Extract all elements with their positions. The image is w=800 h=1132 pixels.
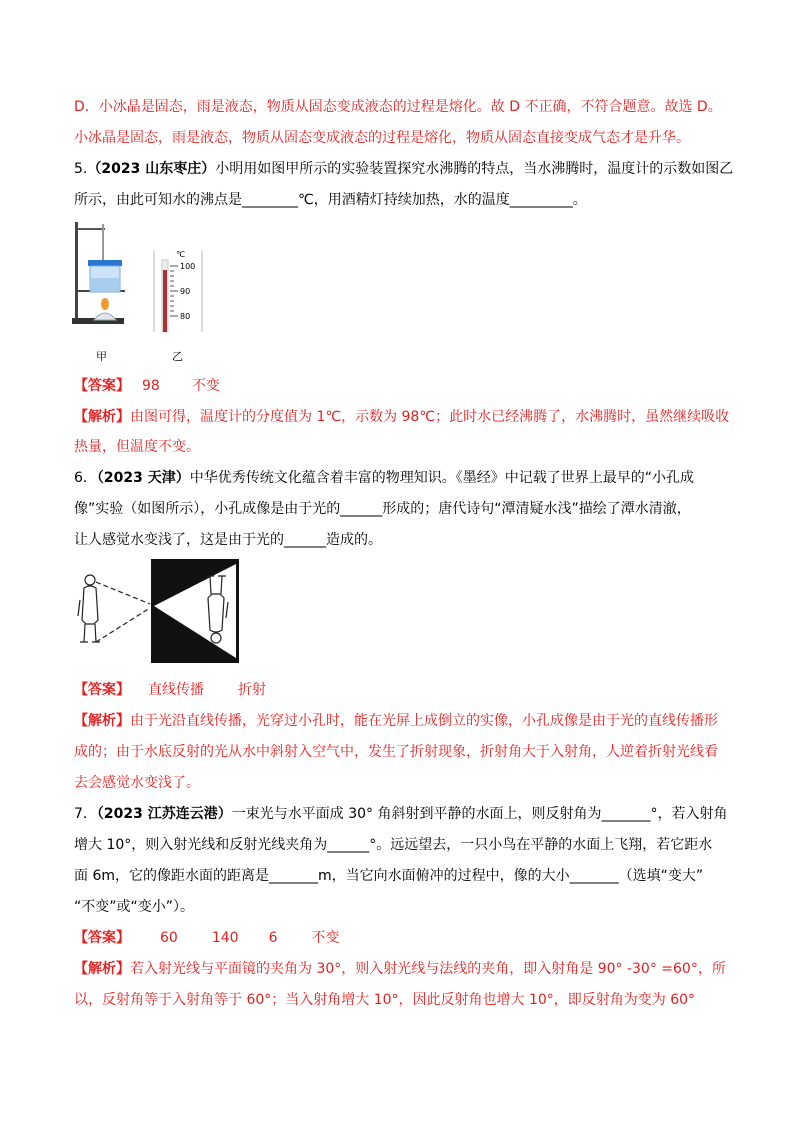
prev-solution-line-2: 小冰晶是固态，雨是液态，物质从固态变成液态的过程是熔化，物质从固态直接变成气态才是升华。 xyxy=(74,130,690,146)
q6-text-1: 中华优秀传统文化蕴含着丰富的物理知识。《墨经》中记载了世界上最早的“小孔成 xyxy=(189,470,695,486)
q6-stem-line-1 xyxy=(74,467,694,489)
q5-answer-tag: 【答案】 xyxy=(74,378,130,394)
q6-source: （2023 天津） xyxy=(96,470,190,486)
q7-stem-line-4: “不变”或“变小”）。 xyxy=(74,899,195,915)
thermometer-tick-80: 80 xyxy=(180,312,191,321)
thermometer-tick-90: 90 xyxy=(180,287,191,296)
boiling-apparatus-figure xyxy=(70,220,132,346)
q6-answer-tag: 【答案】 xyxy=(74,682,130,698)
q5-stem-line-1 xyxy=(74,158,733,180)
q7-answer-2: 140 xyxy=(211,930,239,946)
thermometer-tick-100: 100 xyxy=(180,262,196,271)
q5-analysis-tag: 【解析】 xyxy=(74,409,130,425)
q5-text-1: 小明用如图甲所示的实验装置探究水沸腾的特点，当水沸腾时，温度计的示数如图乙 xyxy=(215,161,734,177)
flame xyxy=(101,298,109,310)
q7-source: （2023 江苏连云港） xyxy=(96,806,232,822)
q5-answer-2: 不变 xyxy=(191,378,220,394)
alcohol-lamp xyxy=(94,313,116,320)
q7-analysis-tag: 【解析】 xyxy=(74,961,130,977)
figure-label-yi: 乙 xyxy=(172,350,183,363)
q6-analysis-line-1 xyxy=(74,710,718,732)
q7-stem-line-2: 增大 10°，则入射光线和反射光线夹角为______°。远远望去，一只小鸟在平静的水面上飞翔，若它距水 xyxy=(74,837,713,853)
q6-analysis-line-2: 成的；由于水底反射的光从水中斜射入空气中，发生了折射现象，折射角大于入射角，人逆着折射光线看 xyxy=(74,744,718,760)
q6-analysis-1: 由于光沿直线传播，光穿过小孔时，能在光屏上成倒立的实像，小孔成像是由于光的直线传播形 xyxy=(130,713,718,729)
q5-stem-line-2: 所示，由此可知水的沸点是________℃，用酒精灯持续加热，水的温度_________。 xyxy=(74,192,587,208)
q7-text-1: 一束光与水平面成 30° 角斜射到平静的水面上，则反射角为_______°，若入射角 xyxy=(231,806,728,822)
q7-analysis-line-2: 以，反射角等于入射角等于 60°；当入射角增大 10°，因此反射角也增大 10°，即反射角为变为 60° xyxy=(74,992,696,1008)
q7-analysis-1: 若入射光线与平面镜的夹角为 30°，则入射光线与法线的夹角，即入射角是 90° -30° =60°，所 xyxy=(130,961,726,977)
q7-answer-4: 不变 xyxy=(311,930,340,946)
q7-answer-3: 6 xyxy=(268,930,278,946)
beaker-lid xyxy=(88,260,122,266)
q5-answer-1: 98 xyxy=(142,378,160,394)
q6-stem-line-3: 让人感觉水变浅了，这是由于光的______造成的。 xyxy=(74,532,382,548)
q7-answer-1: 60 xyxy=(160,930,178,946)
pinhole-camera-figure xyxy=(74,558,242,664)
q5-source: （2023 山东枣庄） xyxy=(87,161,216,177)
q5-analysis-line-1 xyxy=(74,406,729,428)
q5-number: 5. xyxy=(74,161,88,177)
stand-rod xyxy=(75,222,78,318)
q7-number: 7． xyxy=(74,806,97,822)
q7-answer-tag: 【答案】 xyxy=(74,930,130,946)
q7-stem-line-1 xyxy=(74,803,727,825)
q6-answer-line xyxy=(74,679,266,701)
q6-answer-1: 直线传播 xyxy=(148,682,204,698)
q7-answer-line xyxy=(74,927,339,949)
q6-stem-line-2: 像”实验（如图所示），小孔成像是由于光的______形成的；唐代诗句“潭清疑水浅”描绘了潭水清澈， xyxy=(74,501,691,517)
prev-solution-line-1: D．小冰晶是固态，雨是液态，物质从固态变成液态的过程是熔化。故 D 不正确，不符合题意。故选 D。 xyxy=(74,99,722,115)
q6-analysis-line-3: 去会感觉水变浅了。 xyxy=(74,775,200,791)
q5-answer-line xyxy=(74,375,220,397)
q7-analysis-line-1 xyxy=(74,958,726,980)
q5-analysis-line-2: 热量，但温度不变。 xyxy=(74,439,200,455)
figure-label-jia: 甲 xyxy=(96,350,107,363)
q5-analysis-1: 由图可得，温度计的分度值为 1℃，示数为 98℃；此时水已经沸腾了，水沸腾时，虽然继续吸收 xyxy=(130,409,730,425)
q6-number: 6． xyxy=(74,470,97,486)
q6-analysis-tag: 【解析】 xyxy=(74,713,130,729)
q7-stem-line-3: 面 6m，它的像距水面的距离是_______m，当它向水面俯冲的过程中，像的大小_______（选填“变大” xyxy=(74,868,704,884)
standing-figure xyxy=(78,575,100,642)
q6-answer-2: 折射 xyxy=(238,682,266,698)
thermometer-liquid xyxy=(163,270,167,332)
thermometer-unit-label: ℃ xyxy=(176,250,185,259)
